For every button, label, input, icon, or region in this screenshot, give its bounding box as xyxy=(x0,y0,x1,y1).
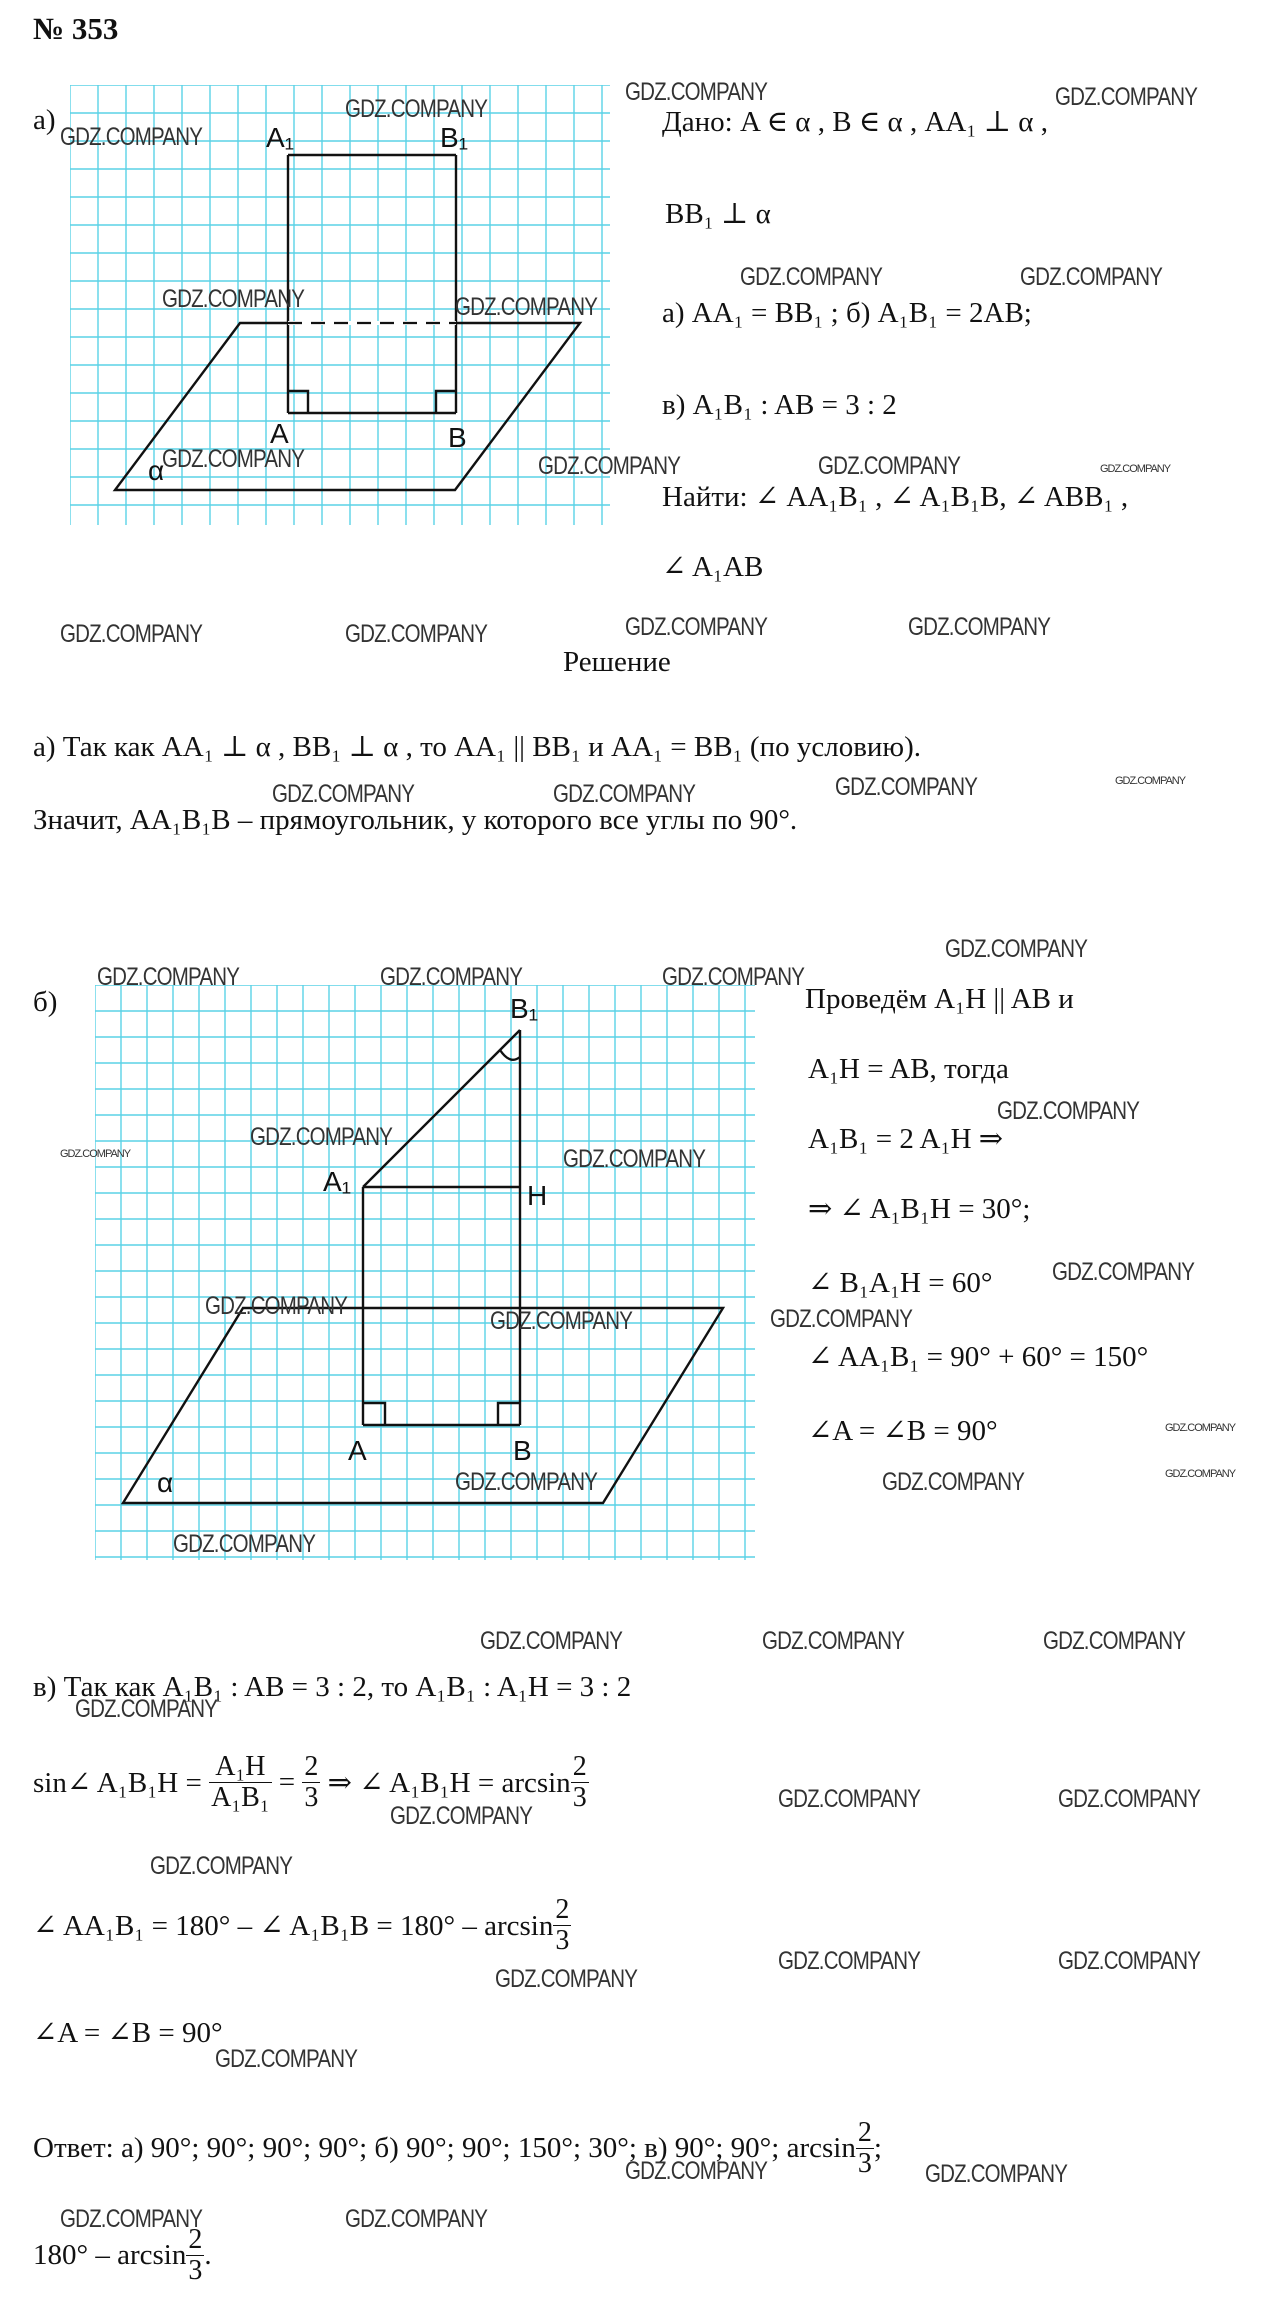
watermark: GDZ.COMPANY xyxy=(272,780,415,808)
watermark: GDZ.COMPANY xyxy=(380,963,523,991)
watermark: GDZ.COMPANY xyxy=(60,123,203,151)
label-B-a: B xyxy=(448,422,467,453)
watermark: GDZ.COMPANY xyxy=(490,1307,633,1335)
part-b-line-6: ∠ AA₁B₁ = 90° + 60° = 150° xyxy=(808,1341,1149,1373)
watermark: GDZ.COMPANY xyxy=(625,2157,768,2185)
right-angle-B-b xyxy=(498,1403,520,1425)
watermark: GDZ.COMPANY xyxy=(1058,1785,1201,1813)
given-line-1: Дано: A ∈ α , B ∈ α , AA₁ ⊥ α , xyxy=(662,106,1048,138)
fraction-numerator: 2 xyxy=(572,1751,587,1782)
watermark: GDZ.COMPANY xyxy=(345,620,488,648)
fraction-numerator: 2 xyxy=(555,1894,570,1925)
fraction-numerator: A₁H xyxy=(209,1752,271,1783)
fraction-A1H-over-A1B1 xyxy=(209,1752,271,1813)
fraction-denominator: 3 xyxy=(572,1782,587,1813)
watermark: GDZ.COMPANY xyxy=(1100,463,1171,475)
watermark: GDZ.COMPANY xyxy=(1055,83,1198,111)
fraction-arcsin-2-over-3 xyxy=(571,1752,589,1813)
part-b-label: б) xyxy=(33,986,58,1018)
figure-b xyxy=(95,985,755,1560)
sin-prefix: sin∠ A₁B₁H = xyxy=(33,1767,202,1799)
watermark: GDZ.COMPANY xyxy=(250,1123,393,1151)
watermark: GDZ.COMPANY xyxy=(1115,775,1186,787)
answer-suffix: ; xyxy=(873,2132,882,2164)
watermark: GDZ.COMPANY xyxy=(162,285,305,313)
watermark: GDZ.COMPANY xyxy=(1165,1468,1236,1480)
watermark: GDZ.COMPANY xyxy=(60,620,203,648)
watermark: GDZ.COMPANY xyxy=(818,452,961,480)
fraction-denominator: 3 xyxy=(555,1925,570,1956)
answer-line2-text: 180° – arcsin xyxy=(33,2239,187,2271)
watermark: GDZ.COMPANY xyxy=(173,1530,316,1558)
part-v-angle-equation xyxy=(33,1895,571,1956)
watermark: GDZ.COMPANY xyxy=(835,773,978,801)
part-v-line-4: ∠A = ∠B = 90° xyxy=(33,2017,223,2049)
watermark: GDZ.COMPANY xyxy=(1165,1422,1236,1434)
equals-sign: = xyxy=(278,1766,296,1798)
fraction-numerator: 2 xyxy=(857,2117,872,2148)
grid-b xyxy=(95,985,755,1560)
plane-alpha-b xyxy=(123,1308,723,1503)
watermark: GDZ.COMPANY xyxy=(997,1097,1140,1125)
find-line-1: Найти: ∠ AA₁B₁ , ∠ A₁B₁B, ∠ ABB₁ , xyxy=(662,481,1129,513)
watermark: GDZ.COMPANY xyxy=(162,445,305,473)
given-line-4: в) A₁B₁ : AB = 3 : 2 xyxy=(662,389,897,421)
answer-fraction-2 xyxy=(186,2225,204,2286)
fraction-arcsin-2-over-3-b xyxy=(553,1895,571,1956)
watermark: GDZ.COMPANY xyxy=(1058,1947,1201,1975)
watermark: GDZ.COMPANY xyxy=(150,1852,293,1880)
watermark: GDZ.COMPANY xyxy=(390,1802,533,1830)
watermark: GDZ.COMPANY xyxy=(345,2205,488,2233)
watermark: GDZ.COMPANY xyxy=(1020,263,1163,291)
part-b-line-5: ∠ B₁A₁H = 60° xyxy=(808,1267,993,1299)
watermark: GDZ.COMPANY xyxy=(480,1627,623,1655)
label-A-a: A xyxy=(270,418,289,449)
watermark: GDZ.COMPANY xyxy=(625,613,768,641)
label-alpha-b: α xyxy=(157,1467,174,1498)
given-line-2: BB₁ ⊥ α xyxy=(665,198,771,230)
part-b-line-2: A₁H = AB, тогда xyxy=(808,1053,1009,1085)
watermark: GDZ.COMPANY xyxy=(60,2205,203,2233)
part-b-line-1: Проведём A₁H || AB и xyxy=(805,983,1074,1015)
watermark: GDZ.COMPANY xyxy=(538,452,681,480)
watermark: GDZ.COMPANY xyxy=(553,780,696,808)
part-a-label: а) xyxy=(33,104,56,136)
watermark: GDZ.COMPANY xyxy=(740,263,883,291)
watermark: GDZ.COMPANY xyxy=(762,1627,905,1655)
answer-text: Ответ: а) 90°; 90°; 90°; 90°; б) 90°; 90°; 150°; 30°; в) 90°; 90°; arcsin xyxy=(33,2132,856,2164)
watermark: GDZ.COMPANY xyxy=(495,1965,638,1993)
problem-number: № 353 xyxy=(33,11,119,46)
watermark: GDZ.COMPANY xyxy=(205,1292,348,1320)
segment-A1B1-b xyxy=(363,1030,520,1187)
watermark: GDZ.COMPANY xyxy=(215,2045,358,2073)
watermark: GDZ.COMPANY xyxy=(770,1305,913,1333)
implies-arcsin: ⇒ ∠ A₁B₁H = arcsin xyxy=(327,1767,571,1799)
fraction-denominator: 3 xyxy=(188,2255,203,2286)
label-A1-b: A₁ xyxy=(323,1166,352,1197)
fraction-denominator: 3 xyxy=(304,1782,319,1813)
watermark: GDZ.COMPANY xyxy=(662,963,805,991)
watermark: GDZ.COMPANY xyxy=(778,1785,921,1813)
watermark: GDZ.COMPANY xyxy=(75,1695,218,1723)
watermark: GDZ.COMPANY xyxy=(925,2160,1068,2188)
right-angle-A-a xyxy=(288,391,308,413)
part-a-text-line-1: а) Так как AA₁ ⊥ α , BB₁ ⊥ α , то AA₁ || BB₁ и AA₁ = BB₁ (по условию). xyxy=(33,731,921,763)
watermark: GDZ.COMPANY xyxy=(60,1148,131,1160)
watermark: GDZ.COMPANY xyxy=(945,935,1088,963)
part-b-line-4: ⇒ ∠ A₁B₁H = 30°; xyxy=(808,1193,1031,1225)
watermark: GDZ.COMPANY xyxy=(625,78,768,106)
answer-line-2 xyxy=(33,2225,212,2286)
label-B-b: B xyxy=(513,1435,532,1466)
fraction-denominator: A₁B₁ xyxy=(211,1782,270,1813)
fraction-numerator: 2 xyxy=(188,2224,203,2255)
label-H-b: H xyxy=(527,1180,548,1211)
angle-arc-B1-b xyxy=(500,1050,520,1060)
answer-line2-suffix: . xyxy=(204,2239,212,2271)
find-line-2: ∠ A₁AB xyxy=(662,551,764,583)
watermark: GDZ.COMPANY xyxy=(882,1468,1025,1496)
watermark: GDZ.COMPANY xyxy=(908,613,1051,641)
right-angle-A-b xyxy=(363,1403,385,1425)
fraction-2-over-3 xyxy=(302,1752,320,1813)
watermark: GDZ.COMPANY xyxy=(97,963,240,991)
angle-equation-text: ∠ AA₁B₁ = 180° – ∠ A₁B₁B = 180° – arcsin xyxy=(33,1910,554,1942)
label-A-b: A xyxy=(348,1435,367,1466)
right-angle-B-a xyxy=(436,391,456,413)
watermark: GDZ.COMPANY xyxy=(563,1145,706,1173)
watermark: GDZ.COMPANY xyxy=(1052,1258,1195,1286)
part-v-line-1: в) Так как A₁B₁ : AB = 3 : 2, то A₁B₁ : A₁H = 3 : 2 xyxy=(33,1671,632,1703)
label-alpha-a: α xyxy=(148,455,165,486)
given-line-3: а) AA₁ = BB₁ ; б) A₁B₁ = 2AB; xyxy=(662,297,1032,329)
label-B1-b: B₁ xyxy=(510,993,539,1024)
watermark: GDZ.COMPANY xyxy=(455,293,598,321)
label-B1-a: B₁ xyxy=(440,122,469,153)
part-a-text-line-2: Значит, AA₁B₁B – прямоугольник, у которого все углы по 90°. xyxy=(33,804,798,836)
watermark: GDZ.COMPANY xyxy=(1043,1627,1186,1655)
watermark: GDZ.COMPANY xyxy=(778,1947,921,1975)
part-b-line-7: ∠A = ∠B = 90° xyxy=(808,1415,998,1447)
watermark: GDZ.COMPANY xyxy=(345,95,488,123)
fraction-denominator: 3 xyxy=(857,2148,872,2179)
part-b-line-3: A₁B₁ = 2 A₁H ⇒ xyxy=(808,1123,1004,1155)
watermark: GDZ.COMPANY xyxy=(455,1468,598,1496)
answer-fraction xyxy=(856,2118,874,2179)
fraction-numerator: 2 xyxy=(304,1751,319,1782)
solution-heading: Решение xyxy=(563,646,671,678)
label-A1-a: A₁ xyxy=(266,122,295,153)
